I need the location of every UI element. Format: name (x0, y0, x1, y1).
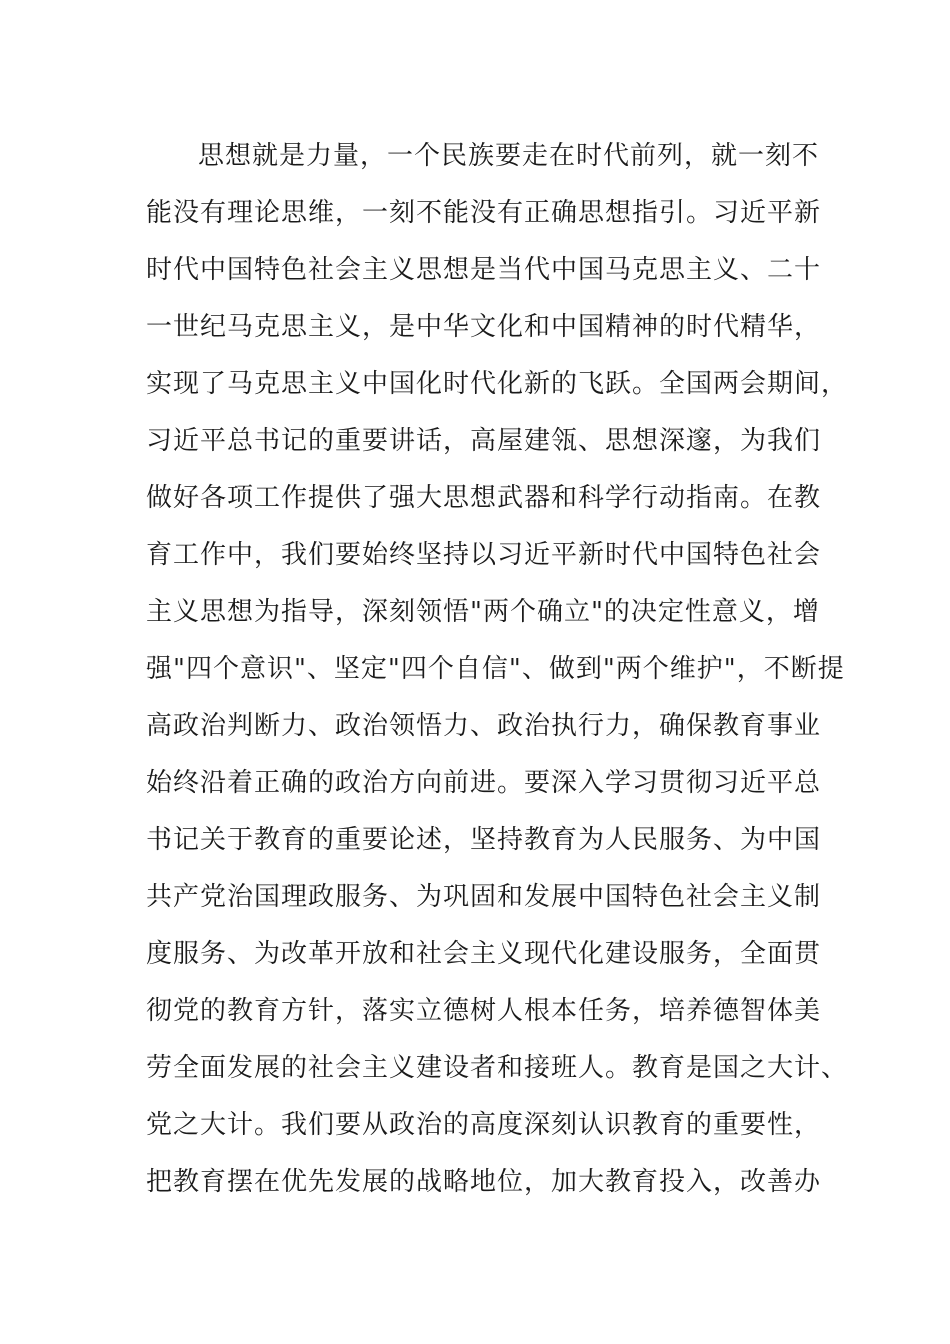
text-line: 习近平总书记的重要讲话，高屋建瓴、思想深邃，为我们 (146, 426, 822, 456)
text-line: 能没有理论思维，一刻不能没有正确思想指引。习近平新 (146, 198, 822, 228)
text-line: 时代中国特色社会主义思想是当代中国马克思主义、二十 (146, 255, 822, 285)
text-line: 彻党的教育方针，落实立德树人根本任务，培养德智体美 (146, 996, 822, 1026)
text-line: 度服务、为改革开放和社会主义现代化建设服务，全面贯 (146, 939, 822, 969)
text-line: 共产党治国理政服务、为巩固和发展中国特色社会主义制 (146, 882, 822, 912)
text-line: 强"四个意识"、坚定"四个自信"、做到"两个维护"，不断提 (146, 654, 845, 684)
text-line: 把教育摆在优先发展的战略地位，加大教育投入，改善办 (146, 1167, 822, 1197)
text-line: 主义思想为指导，深刻领悟"两个确立"的决定性意义，增 (146, 597, 820, 627)
text-line: 劳全面发展的社会主义建设者和接班人。教育是国之大计、 (146, 1053, 849, 1083)
text-line: 实现了马克思主义中国化时代化新的飞跃。全国两会期间， (146, 369, 849, 399)
body-paragraph (146, 128, 849, 1211)
text-line: 一世纪马克思主义，是中华文化和中国精神的时代精华， (146, 312, 822, 342)
text-line: 党之大计。我们要从政治的高度深刻认识教育的重要性， (146, 1110, 822, 1140)
text-line: 思想就是力量，一个民族要走在时代前列，就一刻不 (198, 141, 820, 171)
text-line: 做好各项工作提供了强大思想武器和科学行动指南。在教 (146, 483, 822, 513)
text-line: 高政治判断力、政治领悟力、政治执行力，确保教育事业 (146, 711, 822, 741)
text-line: 书记关于教育的重要论述，坚持教育为人民服务、为中国 (146, 825, 822, 855)
text-line: 育工作中，我们要始终坚持以习近平新时代中国特色社会 (146, 540, 822, 570)
text-line: 始终沿着正确的政治方向前进。要深入学习贯彻习近平总 (146, 768, 822, 798)
